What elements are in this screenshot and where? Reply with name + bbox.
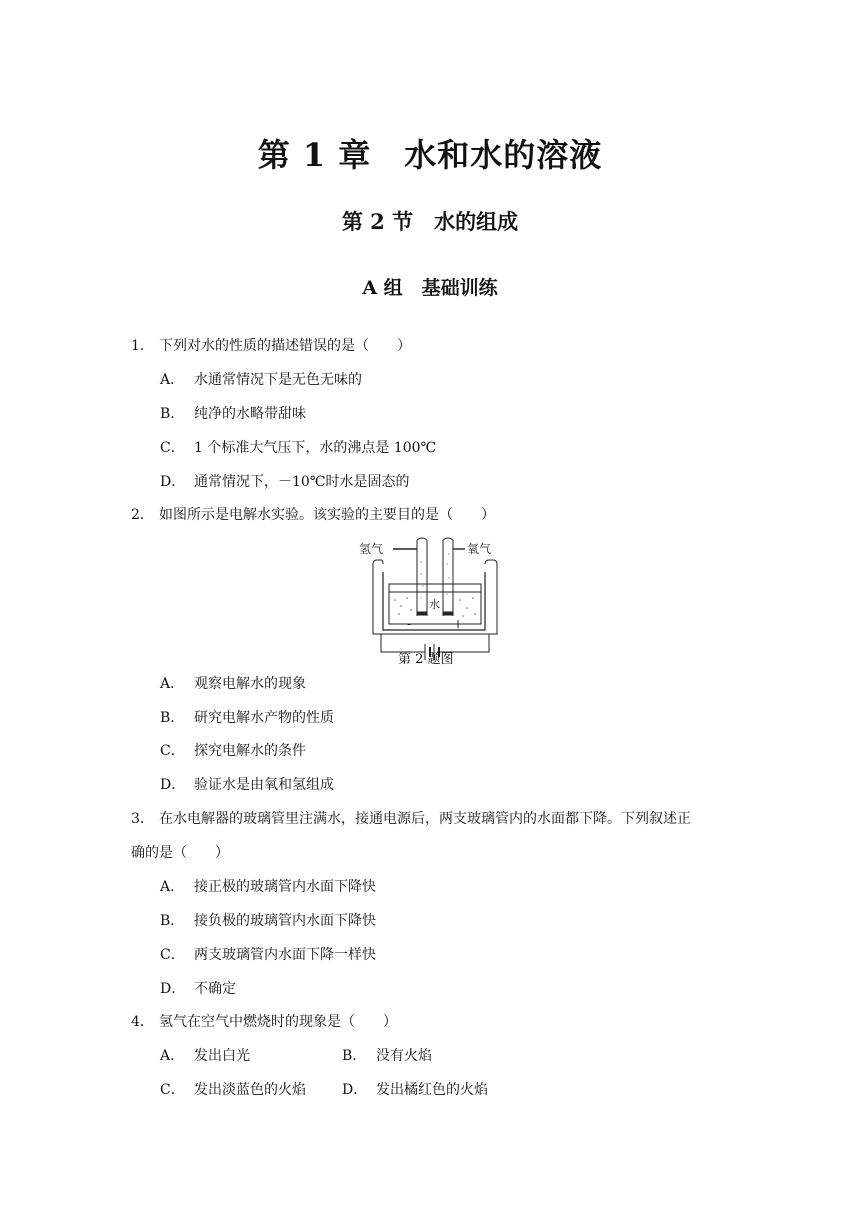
option-letter: D． (160, 981, 186, 997)
question-3 (131, 809, 691, 829)
question-4 (131, 1012, 397, 1032)
option-letter: A． (160, 372, 185, 388)
question-number: 2． (131, 507, 154, 523)
figure-label-left: 氢气 (359, 542, 384, 556)
figure-caption: 第 2 题图 (398, 652, 454, 667)
figure-label-right: 氧气 (467, 542, 492, 556)
option-letter: B． (160, 406, 185, 422)
q1-option-a (160, 370, 362, 390)
q3-option-c (160, 945, 376, 965)
q4-option-c (160, 1080, 306, 1100)
option-letter: C． (160, 440, 185, 456)
question-stem: 氢气在空气中燃烧时的现象是（ ） (159, 1014, 397, 1030)
chapter-title: 第 1 章 水和水的溶液 (257, 136, 603, 174)
section-title: 第 2 节 水的组成 (341, 209, 519, 234)
option-text: 没有火焰 (376, 1048, 432, 1064)
question-number: 3． (131, 811, 154, 827)
q2-option-a (160, 674, 306, 694)
q2-option-d (160, 775, 334, 795)
option-text: 纯净的水略带甜味 (194, 406, 306, 422)
figure-label-water: 水 (429, 598, 440, 611)
option-text: 发出淡蓝色的火焰 (194, 1082, 306, 1098)
option-text: 接负极的玻璃管内水面下降快 (194, 913, 376, 929)
q1-option-c (160, 438, 436, 458)
option-letter: C． (160, 1082, 185, 1098)
question-number: 4． (131, 1014, 154, 1030)
option-text: 发出白光 (194, 1048, 250, 1064)
option-text: 探究电解水的条件 (194, 743, 306, 759)
option-text: 水通常情况下是无色无味的 (194, 372, 362, 388)
q4-option-a (160, 1046, 250, 1066)
option-text: 不确定 (194, 981, 236, 997)
option-letter: C． (160, 743, 185, 759)
question-2 (131, 505, 495, 525)
option-letter: B． (160, 710, 185, 726)
question-1 (131, 336, 411, 356)
q4-option-d (342, 1080, 488, 1100)
option-letter: C． (160, 947, 185, 963)
question-stem: 下列对水的性质的描述错误的是（ ） (159, 338, 411, 354)
option-letter: B． (160, 913, 185, 929)
q3-option-d (160, 979, 236, 999)
option-letter: D． (160, 474, 186, 490)
option-letter: A． (160, 879, 185, 895)
option-letter: A． (160, 676, 185, 692)
question-3-line-2: 确的是（ ） (131, 845, 229, 861)
figure-minus: - (407, 617, 412, 631)
option-text: 验证水是由氧和氢组成 (194, 777, 334, 793)
option-text: 接正极的玻璃管内水面下降快 (194, 879, 376, 895)
option-letter: B． (342, 1048, 367, 1064)
q3-option-b (160, 911, 376, 931)
option-text: 研究电解水产物的性质 (194, 710, 334, 726)
question-stem: 如图所示是电解水实验。该实验的主要目的是（ ） (159, 507, 495, 523)
q1-option-b (160, 404, 306, 424)
option-letter: A． (160, 1048, 185, 1064)
question-stem-line-1: 在水电解器的玻璃管里注满水，接通电源后，两支玻璃管内的水面都下降。下列叙述正 (159, 811, 691, 827)
option-text: 两支玻璃管内水面下降一样快 (194, 947, 376, 963)
group-title: A 组 基础训练 (362, 277, 498, 299)
q4-option-b (342, 1046, 432, 1066)
option-letter: D． (342, 1082, 368, 1098)
electrolysis-figure (355, 534, 505, 666)
option-text: 发出橘红色的火焰 (376, 1082, 488, 1098)
option-letter: D． (160, 777, 186, 793)
option-text: 观察电解水的现象 (194, 676, 306, 692)
figure-plus: + (453, 617, 464, 631)
option-text: 1 个标准大气压下，水的沸点是 100℃ (194, 440, 437, 456)
option-text: 通常情况下，－10℃时水是固态的 (194, 474, 410, 490)
q2-option-b (160, 708, 334, 728)
question-number: 1． (131, 338, 154, 354)
q1-option-d (160, 472, 409, 492)
q3-option-a (160, 877, 376, 897)
q2-option-c (160, 741, 306, 761)
